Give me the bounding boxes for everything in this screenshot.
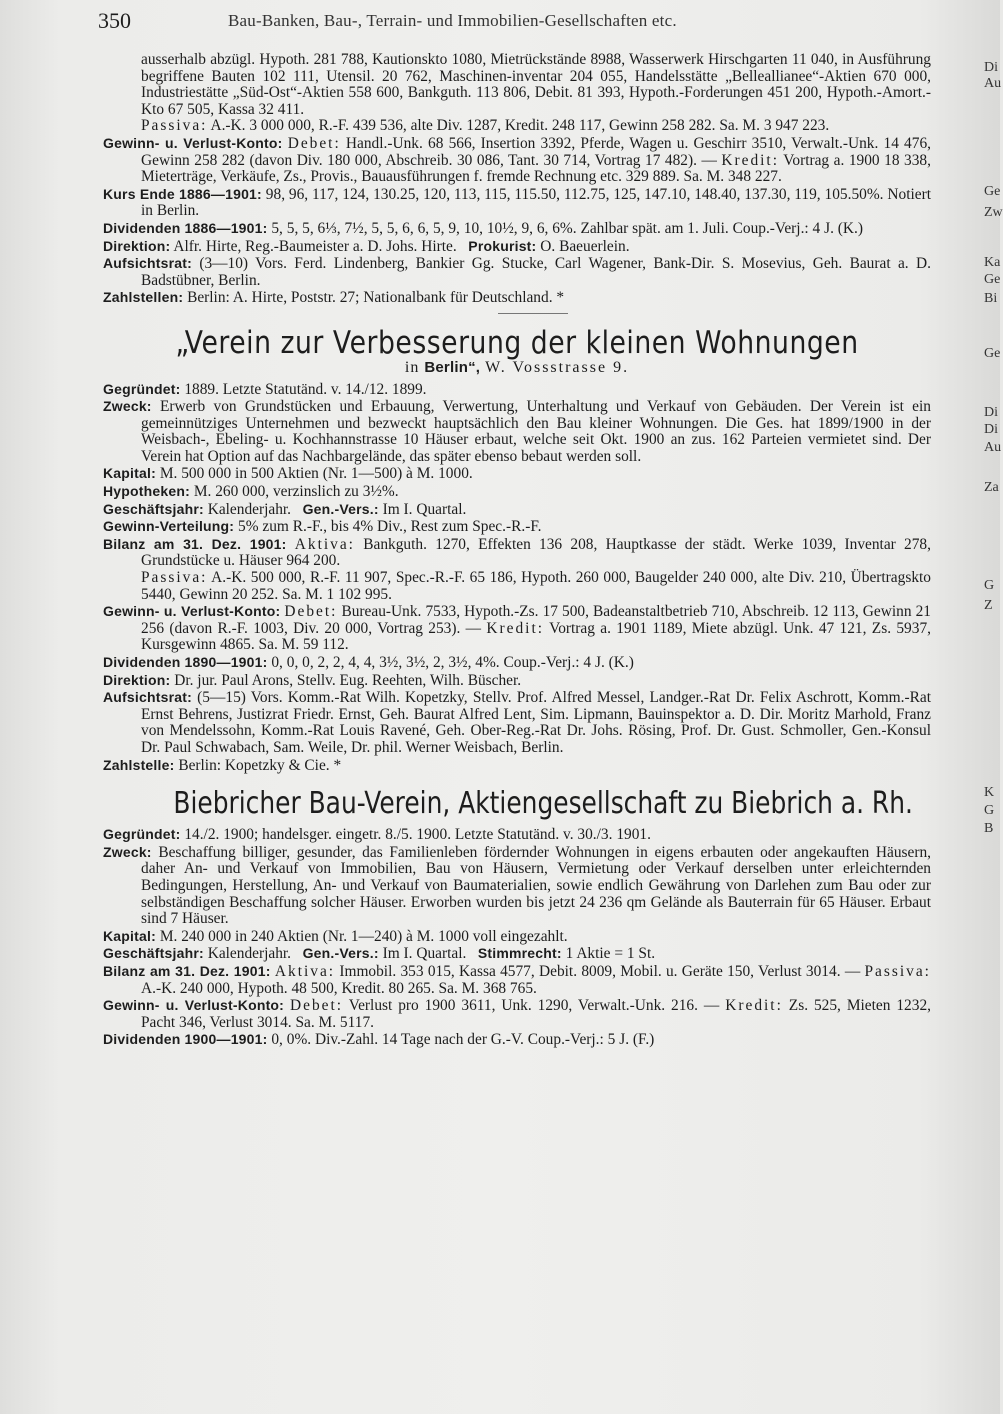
aufsichtsrat-label: Aufsichtsrat:: [103, 689, 192, 706]
dividenden-label: Dividenden 1900—1901:: [103, 1031, 268, 1048]
entry1-kurs: [103, 186, 931, 220]
kredit-label: Kredit:: [725, 997, 783, 1015]
entry2-title: „Verein zur Verbesserung der kleinen Wohnungen: [175, 324, 859, 361]
page-content: [103, 52, 931, 1049]
margin-fragment: Ka: [984, 255, 1001, 270]
kapital-text: M. 500 000 in 500 Aktien (Nr. 1—500) à M. 1000.: [159, 465, 473, 483]
entry3-geschaeftsjahr: [103, 945, 931, 963]
margin-fragment: Di: [984, 422, 998, 437]
direktion-label: Direktion:: [103, 237, 171, 254]
hypotheken-text: M. 260 000, verzinslich zu 3½%.: [193, 483, 399, 501]
running-head: [98, 8, 958, 38]
debet-label: Debet:: [290, 997, 344, 1015]
entry2-guv: [103, 603, 931, 654]
passiva-label: Passiva:: [141, 569, 208, 587]
entry1-continuation: ausserhalb abzügl. Hypoth. 281 788, Kautionskto 1080, Mietrückstände 8988, Wasserwerk Hirschgarten 11 040, in Ausführung begriffene Bauten 102 111, Utensil. 20 762, Maschinen-inventar 204 055, Handelsstätte „Belleallianee“-Aktien 670 000, Industriestätte „Süd-Ost“-Aktien 558 600, Bankguth. 113 806, Debit. 81 393, Hypoth.-Forderungen 451 200, Hypoth.-Amort.-Kto 67 505, Kassa 32 411.: [141, 51, 931, 118]
gegruendet-label: Gegründet:: [103, 380, 181, 397]
aktiva-label: Aktiva:: [294, 535, 355, 553]
debet-label: Debet:: [284, 603, 338, 621]
kapital-text: M. 240 000 in 240 Aktien (Nr. 1—240) à M. 1000 voll eingezahlt.: [159, 927, 568, 945]
entry2-bilanz-aktiva: [103, 536, 931, 570]
genvers-text: Im I. Quartal.: [382, 945, 467, 963]
gewinnverteilung-text: 5% zum R.-F., bis 4% Div., Rest zum Spec.-R.-F.: [238, 518, 542, 536]
direktion-label: Direktion:: [103, 671, 171, 688]
bilanz-label: Bilanz am 31. Dez. 1901:: [103, 535, 287, 552]
genvers-text: Im I. Quartal.: [382, 500, 467, 518]
genvers-label: Gen.-Vers.:: [302, 500, 379, 517]
margin-fragment: Di: [984, 405, 998, 420]
running-title: Bau-Banken, Bau-, Terrain- und Immobilien-Gesellschaften etc.: [228, 11, 677, 30]
entry2-dividenden: [103, 654, 931, 672]
entry2-aufsichtsrat: [103, 689, 931, 756]
debet-label: Debet:: [287, 134, 341, 152]
entry2-direktion: [103, 672, 931, 690]
gegruendet-label: Gegründet:: [103, 826, 181, 843]
aufsichtsrat-text: (5—15) Vors. Komm.-Rat Wilh. Kopetzky, Stellv. Prof. Alfred Messel, Landger.-Rat Dr. Felix Aschrott, Komm.-Rat Ernst Behrens, Justizrat Friedr. Ernst, Geh. Baurat Alfred Lent, Sim. Lipmann, Bauinspektor a. D. Dir. Moritz Marhold, Franz von Mendelssohn, Komm.-Rat Louis Ravené, Geh. Ober-Reg.-Rat Dr. Johs. Rösing, Prof. Dr. Gust. Schmoller, Gen.-Konsul Dr. Paul Schwabach, Sam. Weile, Dr. phil. Werner Weisbach, Berlin.: [141, 689, 931, 756]
entry3-bilanz: [103, 963, 931, 997]
genvers-label: Gen.-Vers.:: [302, 945, 379, 962]
dividenden-label: Dividenden 1890—1901:: [103, 654, 268, 670]
margin-fragment: G: [984, 803, 995, 818]
zweck-label: Zweck:: [103, 398, 152, 415]
hypotheken-label: Hypotheken:: [103, 483, 190, 500]
margin-fragment: Au: [984, 440, 1002, 455]
guv-debet-text: Bureau-Unk. 7533, Hypoth.-Zs. 17 500, Badeanstaltbetrieb 710, Abschreib. 12 113, Gewinn 21 256 (davon R.-F. 1003, Div. 20 000, Vortrag 253). —: [141, 603, 931, 637]
entry1-guv: [103, 135, 931, 186]
entry2-geschaeftsjahr: [103, 501, 931, 519]
gegruendet-text: 1889. Letzte Statutänd. v. 14./12. 1899.: [184, 380, 427, 398]
passiva-text: A.-K. 3 000 000, R.-F. 439 536, alte Div. 1287, Kredit. 248 117, Gewinn 258 282. Sa. M. 3 947 223.: [210, 117, 830, 135]
separator-rule: [103, 307, 931, 320]
gewinnverteilung-label: Gewinn-Verteilung:: [103, 518, 235, 535]
zweck-label: Zweck:: [103, 843, 152, 860]
entry2-hypotheken: [103, 483, 931, 501]
aufsichtsrat-text: (3—10) Vors. Ferd. Lindenberg, Bankier Gg. Stucke, Carl Wagener, Bank-Dir. S. Mosevius, Geh. Baurat a. D. Badstübner, Berlin.: [141, 255, 931, 289]
geschaeftsjahr-label: Geschäftsjahr:: [103, 945, 204, 962]
direktion-text: Alfr. Hirte, Reg.-Baumeister a. D. Johs. Hirte.: [173, 237, 457, 255]
aufsichtsrat-label: Aufsichtsrat:: [103, 255, 192, 272]
entry1-dividenden: [103, 220, 931, 238]
zweck-text: Beschaffung billiger, gesunder, das Familienleben fördernder Wohnungen in eigens erbauten oder angekauften Häusern, daher An- und Verkauf von Immobilien, Bau von Häusern, Vermietung oder Verkauf derselben unter erleichternden Bedingungen, Herstellung, An- und Verkauf von Baumaterialien, sowie endlich Gewährung von Darlehen zum Bau oder zur selbständigen Beschaffung solcher Häuser. Erworben wurden bis jetzt 24 236 qm Gelände als Bauterrain für 65 Häuser. Erbaut sind 7 Häuser.: [141, 843, 931, 928]
entry2-subtitle: [103, 360, 931, 377]
margin-fragment: Ge: [984, 184, 1001, 199]
passiva-text: A.-K. 240 000, Hypoth. 48 500, Kredit. 80 265. Sa. M. 368 765.: [141, 979, 537, 997]
subtitle-city: Berlin“,: [424, 358, 481, 376]
entry3-dividenden: [103, 1031, 931, 1049]
zweck-text: Erwerb von Grundstücken und Erbauung, Verwertung, Unterhaltung und Verkauf von Gebäuden. Der Verein ist ein gemeinnütziges Unternehmen und bezweckt hauptsächlich den Bau kleiner Wohnungen. Die Ges. hat 1899/1900 in der Weisbach-, Ebeling- u. Kochhannstrasse 10 Häuser erbaut, welche seit Okt. 1900 an zus. 162 Parteien vermietet sind. Der Verein hat Option auf das Nachbargelände, das später ebenso bebaut werden soll.: [141, 398, 931, 465]
entry2-kapital: [103, 465, 931, 483]
prokurist-text: O. Baeuerlein.: [540, 237, 630, 255]
entry3-gegruendet: [103, 826, 931, 844]
kapital-label: Kapital:: [103, 465, 156, 482]
margin-fragment: K: [984, 785, 995, 800]
entry1-direktion: [103, 238, 931, 256]
margin-fragment: Au: [984, 76, 1002, 91]
margin-fragment: Zw: [984, 205, 1003, 220]
dividenden-label: Dividenden 1886—1901:: [103, 219, 268, 236]
subtitle-address: W. Vossstrasse 9.: [485, 358, 630, 376]
direktion-text: Dr. jur. Paul Arons, Stellv. Eug. Reehten, Wilh. Büscher.: [174, 671, 522, 689]
margin-fragment: Ge: [984, 272, 1001, 287]
margin-fragment: Za: [984, 480, 999, 495]
margin-fragment: B: [984, 821, 994, 836]
page-number: 350: [98, 8, 131, 33]
bilanz-label: Bilanz am 31. Dez. 1901:: [103, 962, 271, 979]
margin-fragment: G: [984, 578, 995, 593]
entry2-zweck: [103, 398, 931, 465]
subtitle-in: in: [404, 358, 420, 376]
guv-kredit-text: Zs. 525, Mieten 1232, Pacht 346, Verlust 3014. Sa. M. 5117.: [141, 997, 931, 1031]
guv-label: Gewinn- u. Verlust-Konto:: [103, 134, 283, 151]
margin-fragment: Di: [984, 60, 998, 75]
margin-fragment: Bi: [984, 291, 998, 306]
entry3-zweck: [103, 844, 931, 928]
geschaeftsjahr-text: Kalenderjahr.: [207, 500, 292, 518]
entry2-zahlstelle: [103, 757, 931, 775]
guv-kredit-text: Vortrag a. 1901 1189, Miete abzügl. Unk. 47 121, Zs. 5937, Kursgewinn 4865. Sa. M. 59 112.: [141, 619, 931, 654]
zahlstellen-text: Berlin: A. Hirte, Poststr. 27; Nationalbank für Deutschland. *: [187, 289, 565, 307]
kurs-label: Kurs Ende 1886—1901:: [103, 185, 262, 202]
guv-kredit-text: Vortrag a. 1900 18 338, Mieterträge, Verkäufe, Zs., Provis., Bauausführungen f. fremde Rechnung etc. 329 889. Sa. M. 348 227.: [141, 151, 931, 186]
passiva-label: Passiva:: [141, 117, 208, 135]
zahlstellen-label: Zahlstellen:: [103, 289, 184, 306]
dividenden-text: 0, 0%. Div.-Zahl. 14 Tage nach der G.-V. Coup.-Verj.: 5 J. (F.): [271, 1031, 655, 1049]
kredit-label: Kredit:: [486, 619, 545, 637]
zahlstelle-label: Zahlstelle:: [103, 756, 175, 773]
entry1-aufsichtsrat: [103, 255, 931, 289]
stimmrecht-text: 1 Aktie = 1 St.: [565, 945, 656, 963]
passiva-label: Passiva:: [864, 962, 931, 980]
kurs-text: 98, 96, 117, 124, 130.25, 120, 113, 115, 115.50, 112.75, 125, 147.10, 148.40, 137.30, 119, 105.50%. Notiert in Berlin.: [141, 185, 931, 220]
kapital-label: Kapital:: [103, 927, 156, 944]
aktiva-text: Bankguth. 1270, Effekten 136 208, Hauptkasse der städt. Werke 1039, Inventar 278, Grundstücke u. Häuser 964 200.: [141, 535, 931, 570]
entry2-gegruendet: [103, 381, 931, 399]
guv-label: Gewinn- u. Verlust-Konto:: [103, 603, 281, 620]
aktiva-label: Aktiva:: [274, 962, 336, 980]
entry3-guv: [103, 997, 931, 1031]
entry2-gewinnverteilung: [103, 518, 931, 536]
passiva-text: A.-K. 500 000, R.-F. 11 907, Spec.-R.-F. 65 186, Hypoth. 260 000, Baugelder 240 000, alte Div. 210, Übertragskto 5440, Gewinn 20 252. Sa. M. 1 102 995.: [141, 569, 931, 603]
guv-debet-text: Verlust pro 1900 3611, Unk. 1290, Verwalt.-Unk. 216. —: [348, 997, 720, 1015]
geschaeftsjahr-label: Geschäftsjahr:: [103, 500, 204, 517]
dividenden-text: 5, 5, 5, 6⅓, 7½, 5, 5, 6, 6, 5, 9, 10, 10½, 9, 6, 6%. Zahlbar spät. am 1. Juli. Coup.-Verj.: 4 J. (K.): [271, 219, 863, 237]
geschaeftsjahr-text: Kalenderjahr.: [207, 945, 292, 963]
aktiva-text: Immobil. 353 015, Kassa 4577, Debit. 8009, Mobil. u. Geräte 150, Verlust 3014. —: [339, 962, 861, 980]
zahlstelle-text: Berlin: Kopetzky & Cie. *: [178, 756, 342, 774]
margin-fragment: Ge: [984, 346, 1001, 361]
kredit-label: Kredit:: [721, 151, 779, 169]
margin-fragment: Z: [984, 598, 993, 613]
dividenden-text: 0, 0, 0, 2, 2, 4, 4, 3½, 3½, 2, 3½, 4%. Coup.-Verj.: 4 J. (K.): [271, 654, 634, 671]
entry1-passiva: [103, 118, 931, 135]
entry1-zahlstellen: [103, 289, 931, 307]
entry3-title: Biebricher Bau-Verein, Aktiengesellschaft zu Biebrich a. Rh.: [173, 786, 913, 822]
stimmrecht-label: Stimmrecht:: [477, 945, 562, 962]
entry2-bilanz-passiva: [103, 570, 931, 603]
guv-label: Gewinn- u. Verlust-Konto:: [103, 997, 285, 1014]
guv-debet-text: Handl.-Unk. 68 566, Insertion 3392, Pferde, Wagen u. Geschirr 3510, Verwalt.-Unk. 14 476, Gewinn 258 282 (davon Div. 180 000, Abschreib. 30 086, Tant. 30 714, Vortrag 17 482). —: [141, 134, 931, 169]
gegruendet-text: 14./2. 1900; handelsger. eingetr. 8./5. 1900. Letzte Statutänd. v. 30./3. 1901.: [184, 826, 651, 844]
prokurist-label: Prokurist:: [468, 237, 537, 254]
entry3-kapital: [103, 928, 931, 946]
